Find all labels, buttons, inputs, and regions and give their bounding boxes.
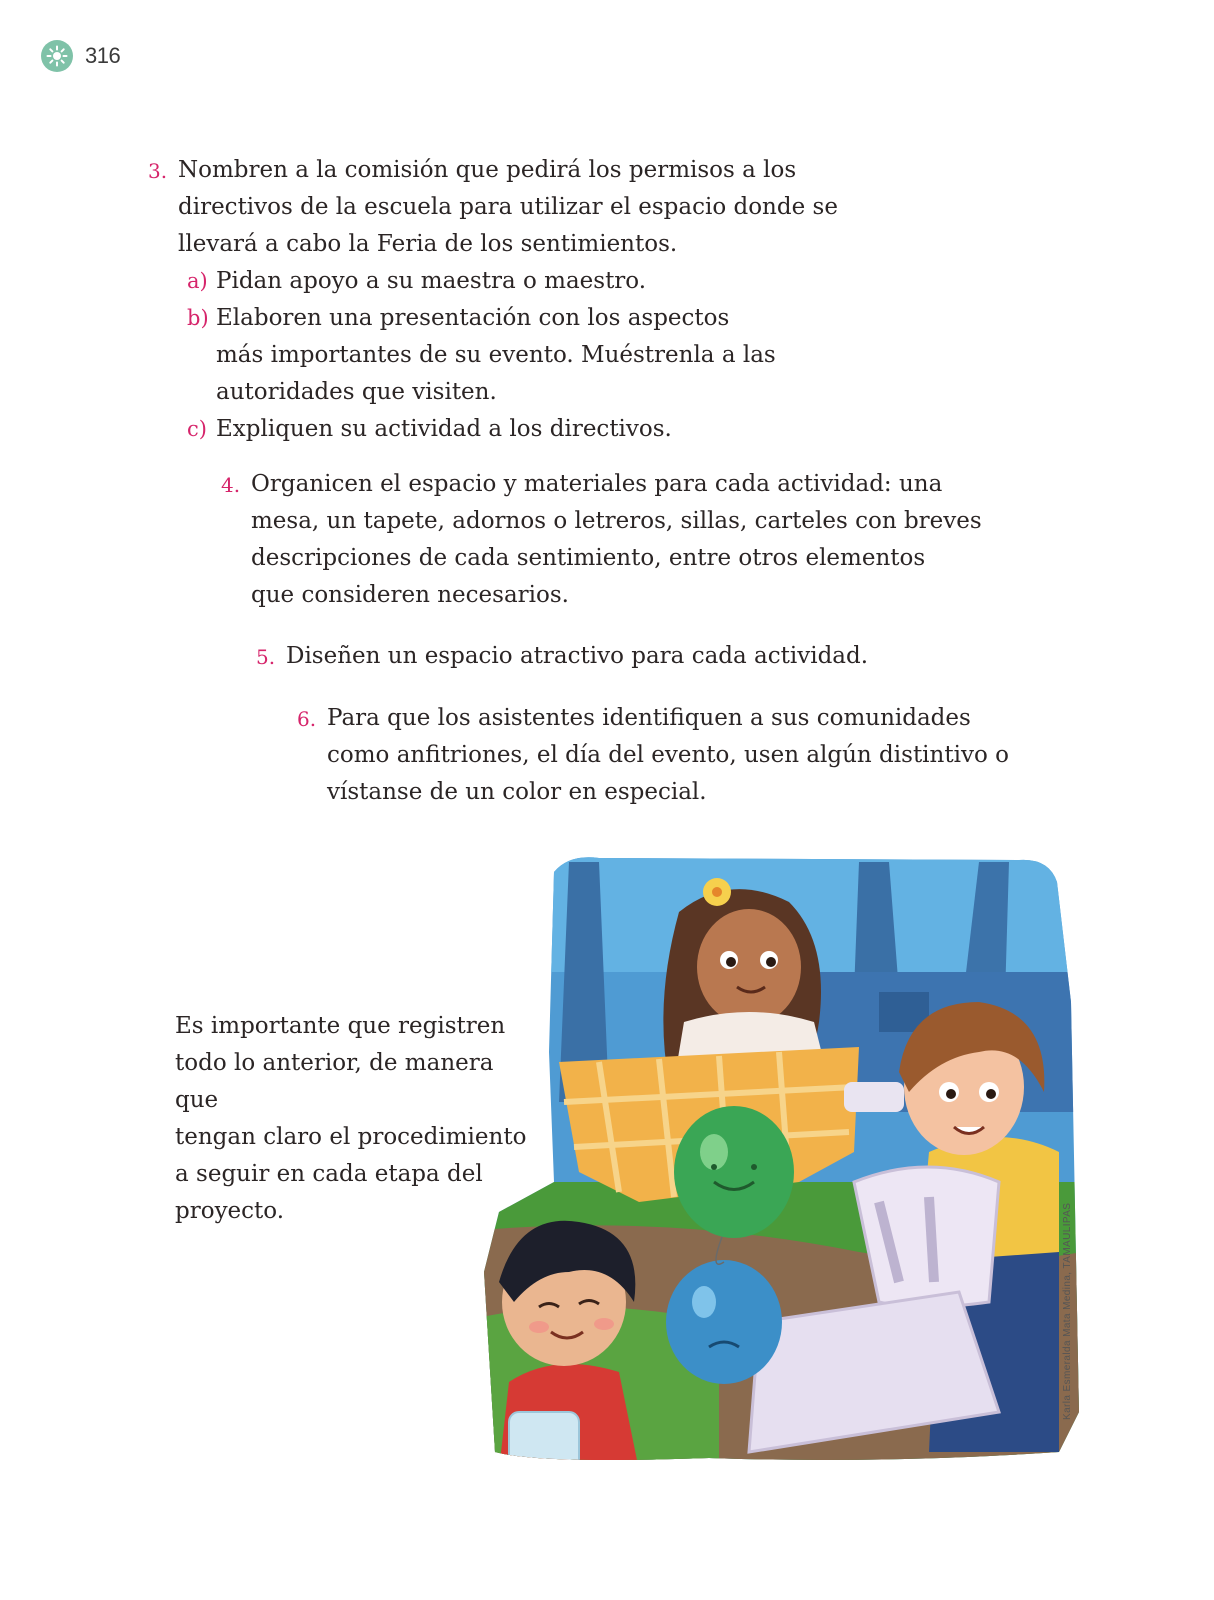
subitem-line: Expliquen su actividad a los directivos. — [216, 416, 672, 442]
note-line: todo lo anterior, de manera que — [175, 1050, 494, 1113]
step-line: descripciones de cada sentimiento, entre otros elementos — [251, 545, 926, 571]
step-5 — [256, 638, 869, 675]
step-6 — [297, 700, 1009, 811]
subitem-line: Elaboren una presentación con los aspectos — [216, 305, 730, 331]
children-preparing-event-illustration — [459, 852, 1081, 1470]
subitem-a — [187, 263, 647, 300]
step-line: Diseñen un espacio atractivo para cada actividad. — [286, 643, 869, 669]
step-line: Para que los asistentes identifiquen a sus comunidades — [327, 705, 971, 731]
subitem-line: más importantes de su evento. Muéstrenla a las — [216, 342, 776, 368]
step-line: vístanse de un color en especial. — [327, 779, 707, 805]
step-line: que consideren necesarios. — [251, 582, 569, 608]
subitem-letter: b) — [187, 306, 209, 330]
step-number: 5. — [256, 645, 276, 669]
illustration-credit: Karla Esmeralda Mata Medina, TAMAULIPAS — [1062, 1202, 1073, 1420]
step-line: mesa, un tapete, adornos o letreros, sillas, carteles con breves — [251, 508, 982, 534]
note-line: Es importante que registren — [175, 1013, 506, 1039]
step-line: llevará a cabo la Feria de los sentimientos. — [178, 231, 678, 257]
step-number: 4. — [221, 473, 241, 497]
note-line: a seguir en cada etapa del — [175, 1161, 483, 1187]
step-line: Nombren a la comisión que pedirá los permisos a los — [178, 157, 797, 183]
note-line: proyecto. — [175, 1198, 285, 1224]
page-number: 316 — [85, 43, 121, 68]
page-header — [41, 40, 120, 72]
note-line: tengan claro el procedimiento — [175, 1124, 527, 1150]
sun-gear-icon — [41, 40, 73, 72]
subitem-line: Pidan apoyo a su maestra o maestro. — [216, 268, 647, 294]
subitem-letter: c) — [187, 417, 207, 441]
step-line: Organicen el espacio y materiales para cada actividad: una — [251, 471, 943, 497]
subitem-b — [187, 300, 776, 411]
subitem-c — [187, 411, 672, 448]
step-number: 6. — [297, 707, 317, 731]
step-3 — [148, 152, 838, 263]
step-4 — [221, 466, 982, 614]
subitem-line: autoridades que visiten. — [216, 379, 497, 405]
step-number: 3. — [148, 159, 168, 183]
step-line: como anfitriones, el día del evento, usen algún distintivo o — [327, 742, 1009, 768]
step-line: directivos de la escuela para utilizar el espacio donde se — [178, 194, 838, 220]
subitem-letter: a) — [187, 269, 208, 293]
